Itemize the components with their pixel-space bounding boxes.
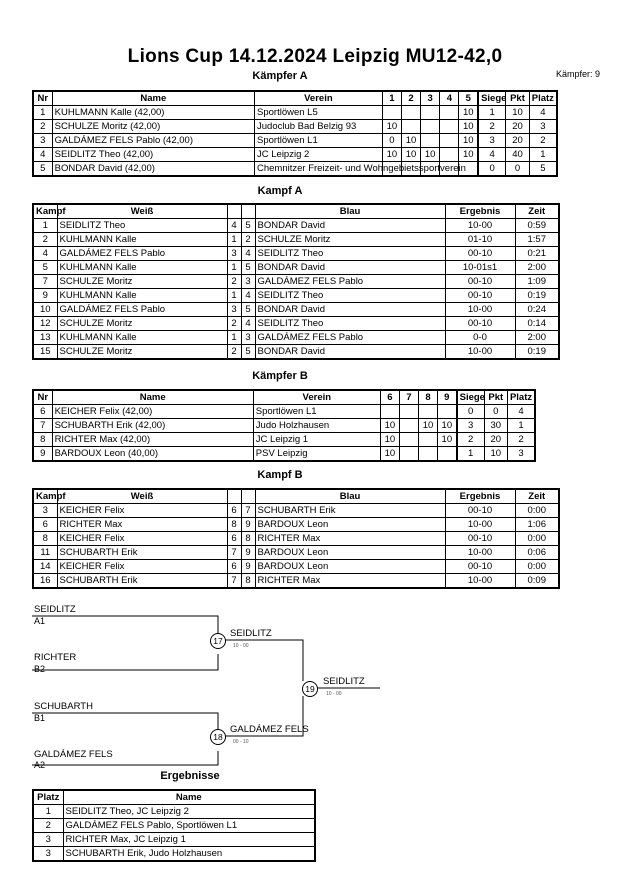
table-cell: 00-10 — [445, 504, 515, 518]
table-cell: BONDAR David — [255, 345, 445, 360]
table-cell: Judo Holzhausen — [253, 419, 380, 433]
column-header: Ergebnis — [445, 489, 515, 504]
pool-a-heading: Kämpfer A — [252, 70, 308, 82]
table-cell: SCHUBARTH Erik — [57, 574, 227, 589]
column-header: Kampf — [33, 204, 57, 219]
table-cell: 2 — [529, 134, 557, 148]
table-cell: KEICHER Felix — [57, 504, 227, 518]
table-cell: SEIDLITZ Theo — [255, 317, 445, 331]
table-cell: 2 — [457, 433, 485, 447]
column-header: Name — [52, 390, 253, 405]
column-header: Zeit — [515, 204, 559, 219]
fight-18-circle: 18 — [210, 729, 226, 745]
table-cell: 3 — [478, 134, 506, 148]
column-header: 4 — [440, 91, 459, 106]
table-cell: 9 — [241, 560, 255, 574]
bracket-top-name2: RICHTER — [34, 652, 77, 663]
table-cell: 5 — [241, 219, 255, 233]
column-header: Platz — [529, 91, 557, 106]
table-cell: 4 — [241, 317, 255, 331]
table-cell: 1 — [457, 447, 485, 462]
table-cell: SEIDLITZ Theo — [255, 289, 445, 303]
bracket-bottom-seed1: B1 — [34, 713, 46, 723]
table-cell: BARDOUX Leon — [255, 546, 445, 560]
table-cell: Chemnitzer Freizeit- und Wohngebietssportverein — [255, 162, 383, 177]
table-cell: BONDAR David — [255, 303, 445, 317]
results-heading: Ergebnisse — [160, 770, 220, 782]
bracket-final-winner: SEIDLITZ — [323, 676, 365, 687]
table-cell: KUHLMANN Kalle (42,00) — [52, 106, 254, 120]
table-cell: 6 — [227, 504, 241, 518]
table-cell: Sportlöwen L1 — [253, 405, 380, 419]
table-cell: SEIDLITZ Theo — [255, 247, 445, 261]
column-header: Verein — [253, 390, 380, 405]
table-cell: 14 — [33, 560, 57, 574]
table-cell: GALDÁMEZ FELS Pablo — [255, 331, 445, 345]
table-cell: GALDÁMEZ FELS Pablo — [255, 275, 445, 289]
column-header: 7 — [399, 390, 418, 405]
column-header: 5 — [459, 91, 478, 106]
table-cell: 2 — [227, 317, 241, 331]
table-cell: 1:09 — [515, 275, 559, 289]
table-cell: 0:09 — [515, 574, 559, 589]
table-cell: 10 — [459, 106, 478, 120]
table-cell: 8 — [33, 532, 57, 546]
table-cell: 3 — [507, 447, 535, 462]
pool-b-heading: Kämpfer B — [252, 370, 308, 382]
table-cell: 2 — [507, 433, 535, 447]
table-cell: KEICHER Felix (42,00) — [52, 405, 253, 419]
table-cell: 20 — [506, 120, 529, 134]
table-cell: 8 — [33, 433, 52, 447]
table-cell: RICHTER Max — [255, 574, 445, 589]
column-header: Zeit — [515, 489, 559, 504]
table-cell: RICHTER Max — [255, 532, 445, 546]
table-cell: 40 — [506, 148, 529, 162]
table-cell: 2 — [241, 233, 255, 247]
table-cell: 1 — [227, 289, 241, 303]
table-cell: 10-01s1 — [445, 261, 515, 275]
table-row — [33, 847, 315, 862]
table-cell: 10-00 — [445, 518, 515, 532]
table-cell: SCHULZE Moritz — [57, 275, 227, 289]
table-cell: 1 — [33, 219, 57, 233]
table-cell: KEICHER Felix — [57, 560, 227, 574]
table-cell: 10 — [380, 447, 399, 462]
table-cell: 3 — [33, 847, 63, 862]
table-cell: 0:59 — [515, 219, 559, 233]
table-cell: 4 — [529, 106, 557, 120]
table-cell: RICHTER Max — [57, 518, 227, 532]
table-cell: 10 — [459, 148, 478, 162]
table-cell: 0:06 — [515, 546, 559, 560]
table-cell: KUHLMANN Kalle — [57, 331, 227, 345]
column-header: Nr — [33, 91, 52, 106]
column-header: 8 — [418, 390, 437, 405]
table-cell: BONDAR David (42,00) — [52, 162, 254, 177]
table-cell: 4 — [478, 148, 506, 162]
table-cell: RICHTER Max, JC Leipzig 1 — [63, 833, 315, 847]
table-cell: 2 — [227, 275, 241, 289]
table-cell: 2 — [33, 233, 57, 247]
table-cell: SCHULZE Moritz — [255, 233, 445, 247]
table-cell: 10 — [382, 148, 401, 162]
column-header: Ergebnis — [445, 204, 515, 219]
table-cell: 10 — [459, 120, 478, 134]
table-cell: 1 — [507, 419, 535, 433]
bracket-bottom-name1: SCHUBARTH — [34, 701, 93, 712]
table-cell: GALDÁMEZ FELS Pablo, Sportlöwen L1 — [63, 819, 315, 833]
table-cell: 1 — [227, 261, 241, 275]
table-cell: 0:24 — [515, 303, 559, 317]
table-cell: 00-10 — [445, 247, 515, 261]
table-cell: 10-00 — [445, 303, 515, 317]
table-cell: SCHULZE Moritz — [57, 345, 227, 360]
bracket-bottom-winner: GALDÁMEZ FELS — [230, 724, 309, 735]
table-cell: 8 — [227, 518, 241, 532]
table-cell: 12 — [33, 317, 57, 331]
table-cell: 8 — [241, 532, 255, 546]
column-header: Weiß — [57, 204, 227, 219]
table-cell: 6 — [227, 532, 241, 546]
table-cell: 5 — [241, 261, 255, 275]
table-cell: 0:14 — [515, 317, 559, 331]
table-cell: 00-10 — [445, 289, 515, 303]
table-cell: 9 — [241, 518, 255, 532]
table-cell: 10 — [506, 106, 529, 120]
table-cell: KUHLMANN Kalle — [57, 233, 227, 247]
table-cell: 4 — [33, 148, 52, 162]
column-header: Blau — [255, 204, 445, 219]
table-cell: Sportlöwen L1 — [255, 134, 383, 148]
table-cell: 7 — [227, 574, 241, 589]
table-cell: 6 — [33, 405, 52, 419]
table-cell: 10 — [401, 148, 420, 162]
table-cell: 2 — [478, 120, 506, 134]
table-cell: BONDAR David — [255, 219, 445, 233]
table-cell: 00-10 — [445, 275, 515, 289]
table-cell: KUHLMANN Kalle — [57, 261, 227, 275]
table-cell: 1 — [478, 106, 506, 120]
bracket-top-score: 10 - 00 — [233, 643, 249, 649]
column-header: Blau — [255, 489, 445, 504]
bracket-top-winner: SEIDLITZ — [230, 628, 272, 639]
table-cell: SEIDLITZ Theo, JC Leipzig 2 — [63, 805, 315, 819]
table-cell: 10 — [459, 134, 478, 148]
column-header: Siege — [457, 390, 485, 405]
table-cell: 1:57 — [515, 233, 559, 247]
table-cell: 13 — [33, 331, 57, 345]
results-table — [32, 789, 316, 862]
column-header: Name — [63, 790, 315, 805]
column-header: 3 — [421, 91, 440, 106]
table-cell: SCHULZE Moritz — [57, 317, 227, 331]
column-header: 6 — [380, 390, 399, 405]
table-cell: 0:00 — [515, 560, 559, 574]
table-row — [33, 833, 315, 847]
table-cell: 0 — [382, 134, 401, 148]
bracket-top-name1: SEIDLITZ — [34, 604, 76, 615]
table-cell: GALDÁMEZ FELS Pablo (42,00) — [52, 134, 254, 148]
table-cell: 1 — [227, 233, 241, 247]
table-cell: 5 — [241, 345, 255, 360]
table-cell: 3 — [241, 331, 255, 345]
table-cell: 7 — [33, 275, 57, 289]
bracket-final-score: 10 - 00 — [326, 691, 342, 697]
table-cell: 4 — [33, 247, 57, 261]
table-cell: 0 — [506, 162, 529, 177]
table-cell: SCHUBARTH Erik, Judo Holzhausen — [63, 847, 315, 862]
table-cell: 3 — [33, 504, 57, 518]
column-header: Platz — [507, 390, 535, 405]
table-cell: 9 — [33, 447, 52, 462]
table-cell: 7 — [227, 546, 241, 560]
bracket-top-seed1: A1 — [34, 616, 46, 626]
table-cell: 30 — [484, 419, 507, 433]
fights-a-heading: Kampf A — [257, 185, 303, 197]
bracket-top-seed2: B2 — [34, 664, 46, 674]
table-cell: KEICHER Felix — [57, 532, 227, 546]
column-header: Siege — [478, 91, 506, 106]
table-cell: 00-10 — [445, 560, 515, 574]
table-cell: GALDÁMEZ FELS Pablo — [57, 247, 227, 261]
table-cell: 10-00 — [445, 574, 515, 589]
column-header: 2 — [401, 91, 420, 106]
table-cell: 6 — [227, 560, 241, 574]
table-cell: GALDÁMEZ FELS Pablo — [57, 303, 227, 317]
table-cell: 10-00 — [445, 546, 515, 560]
fights-b-heading: Kampf B — [257, 469, 303, 481]
table-cell: 4 — [241, 247, 255, 261]
table-cell: BARDOUX Leon (40,00) — [52, 447, 253, 462]
fight-17-circle: 17 — [210, 633, 226, 649]
table-cell: 0:19 — [515, 345, 559, 360]
page-title: Lions Cup 14.12.2024 Leipzig MU12-42,0 — [127, 46, 503, 67]
table-cell: 0:00 — [515, 532, 559, 546]
column-header: Verein — [255, 91, 383, 106]
table-cell: SCHUBARTH Erik — [57, 546, 227, 560]
table-cell: 4 — [507, 405, 535, 419]
table-cell: 7 — [241, 504, 255, 518]
table-cell: 01-10 — [445, 233, 515, 247]
table-cell: SEIDLITZ Theo (42,00) — [52, 148, 254, 162]
fight-19-circle: 19 — [302, 681, 318, 697]
bracket-bottom-name2: GALDÁMEZ FELS — [34, 749, 113, 760]
table-cell: BARDOUX Leon — [255, 518, 445, 532]
table-cell: 4 — [227, 219, 241, 233]
table-cell: 9 — [33, 289, 57, 303]
table-cell: RICHTER Max (42,00) — [52, 433, 253, 447]
table-cell: 00-10 — [445, 532, 515, 546]
bracket-bottom-seed2: A2 — [34, 760, 46, 770]
table-cell: 2 — [33, 120, 52, 134]
column-header: 1 — [382, 91, 401, 106]
table-cell: JC Leipzig 2 — [255, 148, 383, 162]
table-cell: 10-00 — [445, 345, 515, 360]
table-cell: 3 — [33, 134, 52, 148]
table-cell: 5 — [529, 162, 557, 177]
table-cell: 10 — [438, 419, 457, 433]
table-cell: 10 — [380, 419, 399, 433]
table-cell: 1 — [33, 805, 63, 819]
table-cell: 8 — [241, 574, 255, 589]
table-cell: BARDOUX Leon — [255, 560, 445, 574]
table-cell: 2:00 — [515, 331, 559, 345]
table-cell: PSV Leipzig — [253, 447, 380, 462]
table-cell: 3 — [33, 833, 63, 847]
table-cell: 5 — [33, 162, 52, 177]
table-cell: 6 — [33, 518, 57, 532]
table-cell: 11 — [33, 546, 57, 560]
table-cell: 15 — [33, 345, 57, 360]
table-cell: 20 — [506, 134, 529, 148]
table-cell: 4 — [241, 289, 255, 303]
table-cell: 10 — [401, 134, 420, 148]
table-cell: 9 — [241, 546, 255, 560]
table-cell: 3 — [227, 247, 241, 261]
table-cell: Sportlöwen L5 — [255, 106, 383, 120]
table-cell: 1 — [33, 106, 52, 120]
table-cell: 2:00 — [515, 261, 559, 275]
table-cell: 10 — [33, 303, 57, 317]
table-cell: 2 — [227, 345, 241, 360]
table-cell: 10 — [418, 419, 437, 433]
column-header: Pkt — [506, 91, 529, 106]
table-cell: 0 — [457, 405, 485, 419]
table-row — [33, 805, 315, 819]
table-cell: 20 — [484, 433, 507, 447]
column-header: Name — [52, 91, 254, 106]
table-cell: 3 — [529, 120, 557, 134]
table-cell: 00-10 — [445, 317, 515, 331]
table-cell: 0 — [484, 405, 507, 419]
table-cell: 3 — [227, 303, 241, 317]
table-cell: 3 — [241, 275, 255, 289]
table-cell: 16 — [33, 574, 57, 589]
table-cell: 1:06 — [515, 518, 559, 532]
table-cell: SCHULZE Moritz (42,00) — [52, 120, 254, 134]
column-header: Kampf — [33, 489, 57, 504]
table-cell: 2 — [33, 819, 63, 833]
table-cell: SCHUBARTH Erik (42,00) — [52, 419, 253, 433]
table-cell: Judoclub Bad Belzig 93 — [255, 120, 383, 134]
table-cell: 7 — [33, 419, 52, 433]
table-cell: 10 — [484, 447, 507, 462]
table-cell: 5 — [33, 261, 57, 275]
table-cell: JC Leipzig 1 — [253, 433, 380, 447]
table-cell: 10 — [421, 148, 440, 162]
table-cell: 1 — [227, 331, 241, 345]
table-cell: 0 — [478, 162, 506, 177]
column-header: Weiß — [57, 489, 227, 504]
table-cell: 10-00 — [445, 219, 515, 233]
column-header: Pkt — [484, 390, 507, 405]
table-cell: KUHLMANN Kalle — [57, 289, 227, 303]
table-cell: 10 — [382, 120, 401, 134]
table-cell: 5 — [241, 303, 255, 317]
bracket-bottom-score: 00 - 10 — [233, 739, 249, 745]
fighter-count: Kämpfer: 9 — [555, 69, 600, 79]
column-header: Platz — [33, 790, 63, 805]
table-cell: 0:21 — [515, 247, 559, 261]
table-cell: 3 — [457, 419, 485, 433]
table-cell: 0:00 — [515, 504, 559, 518]
table-cell: 10 — [380, 433, 399, 447]
table-cell: SCHUBARTH Erik — [255, 504, 445, 518]
table-cell: BONDAR David — [255, 261, 445, 275]
table-row — [33, 819, 315, 833]
table-cell: SEIDLITZ Theo — [57, 219, 227, 233]
table-cell: 0-0 — [445, 331, 515, 345]
table-cell: 0:19 — [515, 289, 559, 303]
column-header: 9 — [438, 390, 457, 405]
table-cell: 1 — [529, 148, 557, 162]
table-cell: 10 — [438, 433, 457, 447]
column-header: Nr — [33, 390, 52, 405]
